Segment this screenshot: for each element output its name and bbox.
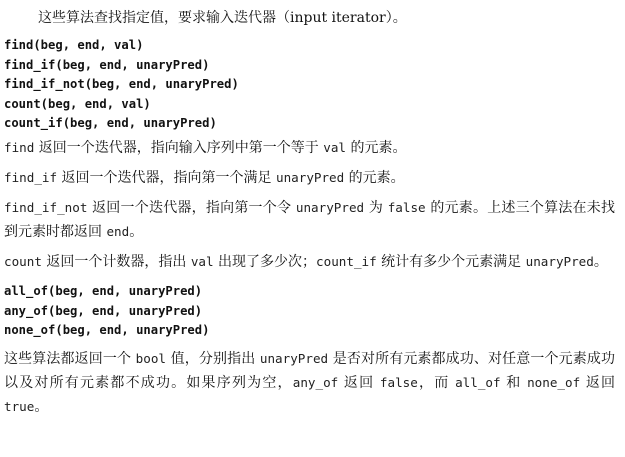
paragraph-quantifiers — [4, 347, 615, 419]
paragraph-find-if-not-text-3: 的元素。上述三个算法在未找到元素时都返回 — [4, 199, 615, 240]
paragraph-count — [4, 250, 615, 274]
paragraph-find-if-not-text-2: 为 — [364, 199, 388, 216]
code-val: val — [323, 139, 346, 155]
code-false: false — [379, 374, 418, 390]
paragraph-quantifiers-text-8: 。 — [34, 398, 49, 415]
paragraph-count-text-2: 出现了多少次； — [213, 253, 317, 270]
code-find: find — [4, 139, 35, 155]
code-all-of: all_of — [455, 374, 501, 390]
paragraph-find-if-text-2: 的元素。 — [344, 169, 405, 186]
paragraph-find-text-1: 返回一个迭代器，指向输入序列中第一个等于 — [34, 139, 324, 156]
code-end: end — [106, 223, 130, 239]
signature-find-if-not: find_if_not(beg, end, unaryPred) — [4, 77, 239, 92]
paragraph-find-if-not-text-4: 。 — [129, 223, 144, 240]
code-any-of: any_of — [292, 374, 339, 390]
paragraph-quantifiers-text-5: ，而 — [417, 374, 456, 391]
paragraph-quantifiers-text-7: 返回 — [580, 374, 616, 391]
signature-count: count(beg, end, val) — [4, 96, 151, 111]
paragraph-quantifiers-text-4: 返回 — [338, 374, 380, 391]
code-none-of: none_of — [527, 374, 581, 390]
paragraph-quantifiers-text-3: 是否对所有元素都成功、对任意一个元素成功以及对所有元素都不成功。如果序列为空， — [4, 350, 616, 391]
paragraph-count-text-4: 。 — [593, 253, 608, 270]
paragraph-quantifiers-text-1: 这些算法都返回一个 — [4, 350, 136, 367]
paragraph-find-if-text-1: 返回一个迭代器，指向第一个满足 — [57, 169, 276, 186]
code-unarypred: unaryPred — [275, 169, 345, 185]
signature-find: find(beg, end, val) — [4, 38, 144, 52]
signature-find-if: find_if(beg, end, unaryPred) — [4, 57, 210, 72]
find-signatures — [4, 36, 615, 134]
paragraph-count-text-1: 返回一个计数器，指出 — [41, 253, 191, 270]
paragraph-find-if — [4, 166, 615, 190]
code-bool: bool — [135, 350, 167, 366]
code-find-if-not: find_if_not — [4, 199, 88, 215]
code-unarypred: unaryPred — [525, 253, 594, 269]
code-find-if: find_if — [4, 169, 58, 185]
code-true: true — [4, 398, 35, 414]
signature-none-of: none_of(beg, end, unaryPred) — [4, 323, 210, 338]
intro-text: 这些算法查找指定值，要求输入迭代器（input iterator）。 — [38, 10, 407, 26]
paragraph-quantifiers-text-2: 值，分别指出 — [166, 350, 260, 367]
paragraph-find-if-not — [4, 196, 615, 244]
signature-count-if: count_if(beg, end, unaryPred) — [4, 116, 217, 131]
code-false: false — [387, 199, 426, 215]
paragraph-find-if-not-text-1: 返回一个迭代器，指向第一个令 — [87, 199, 296, 216]
code-unarypred: unaryPred — [295, 199, 365, 215]
code-val: val — [190, 253, 214, 269]
signature-all-of: all_of(beg, end, unaryPred) — [4, 283, 203, 298]
code-count: count — [4, 253, 42, 269]
signature-any-of: any_of(beg, end, unaryPred) — [4, 303, 203, 318]
paragraph-find — [4, 136, 615, 160]
code-unarypred: unaryPred — [259, 350, 329, 366]
quantifier-signatures — [4, 282, 615, 341]
code-count-if: count_if — [316, 253, 377, 269]
paragraph-find-text-2: 的元素。 — [346, 139, 407, 156]
paragraph-count-text-3: 统计有多少个元素满足 — [376, 253, 526, 270]
paragraph-quantifiers-text-6: 和 — [500, 374, 528, 391]
